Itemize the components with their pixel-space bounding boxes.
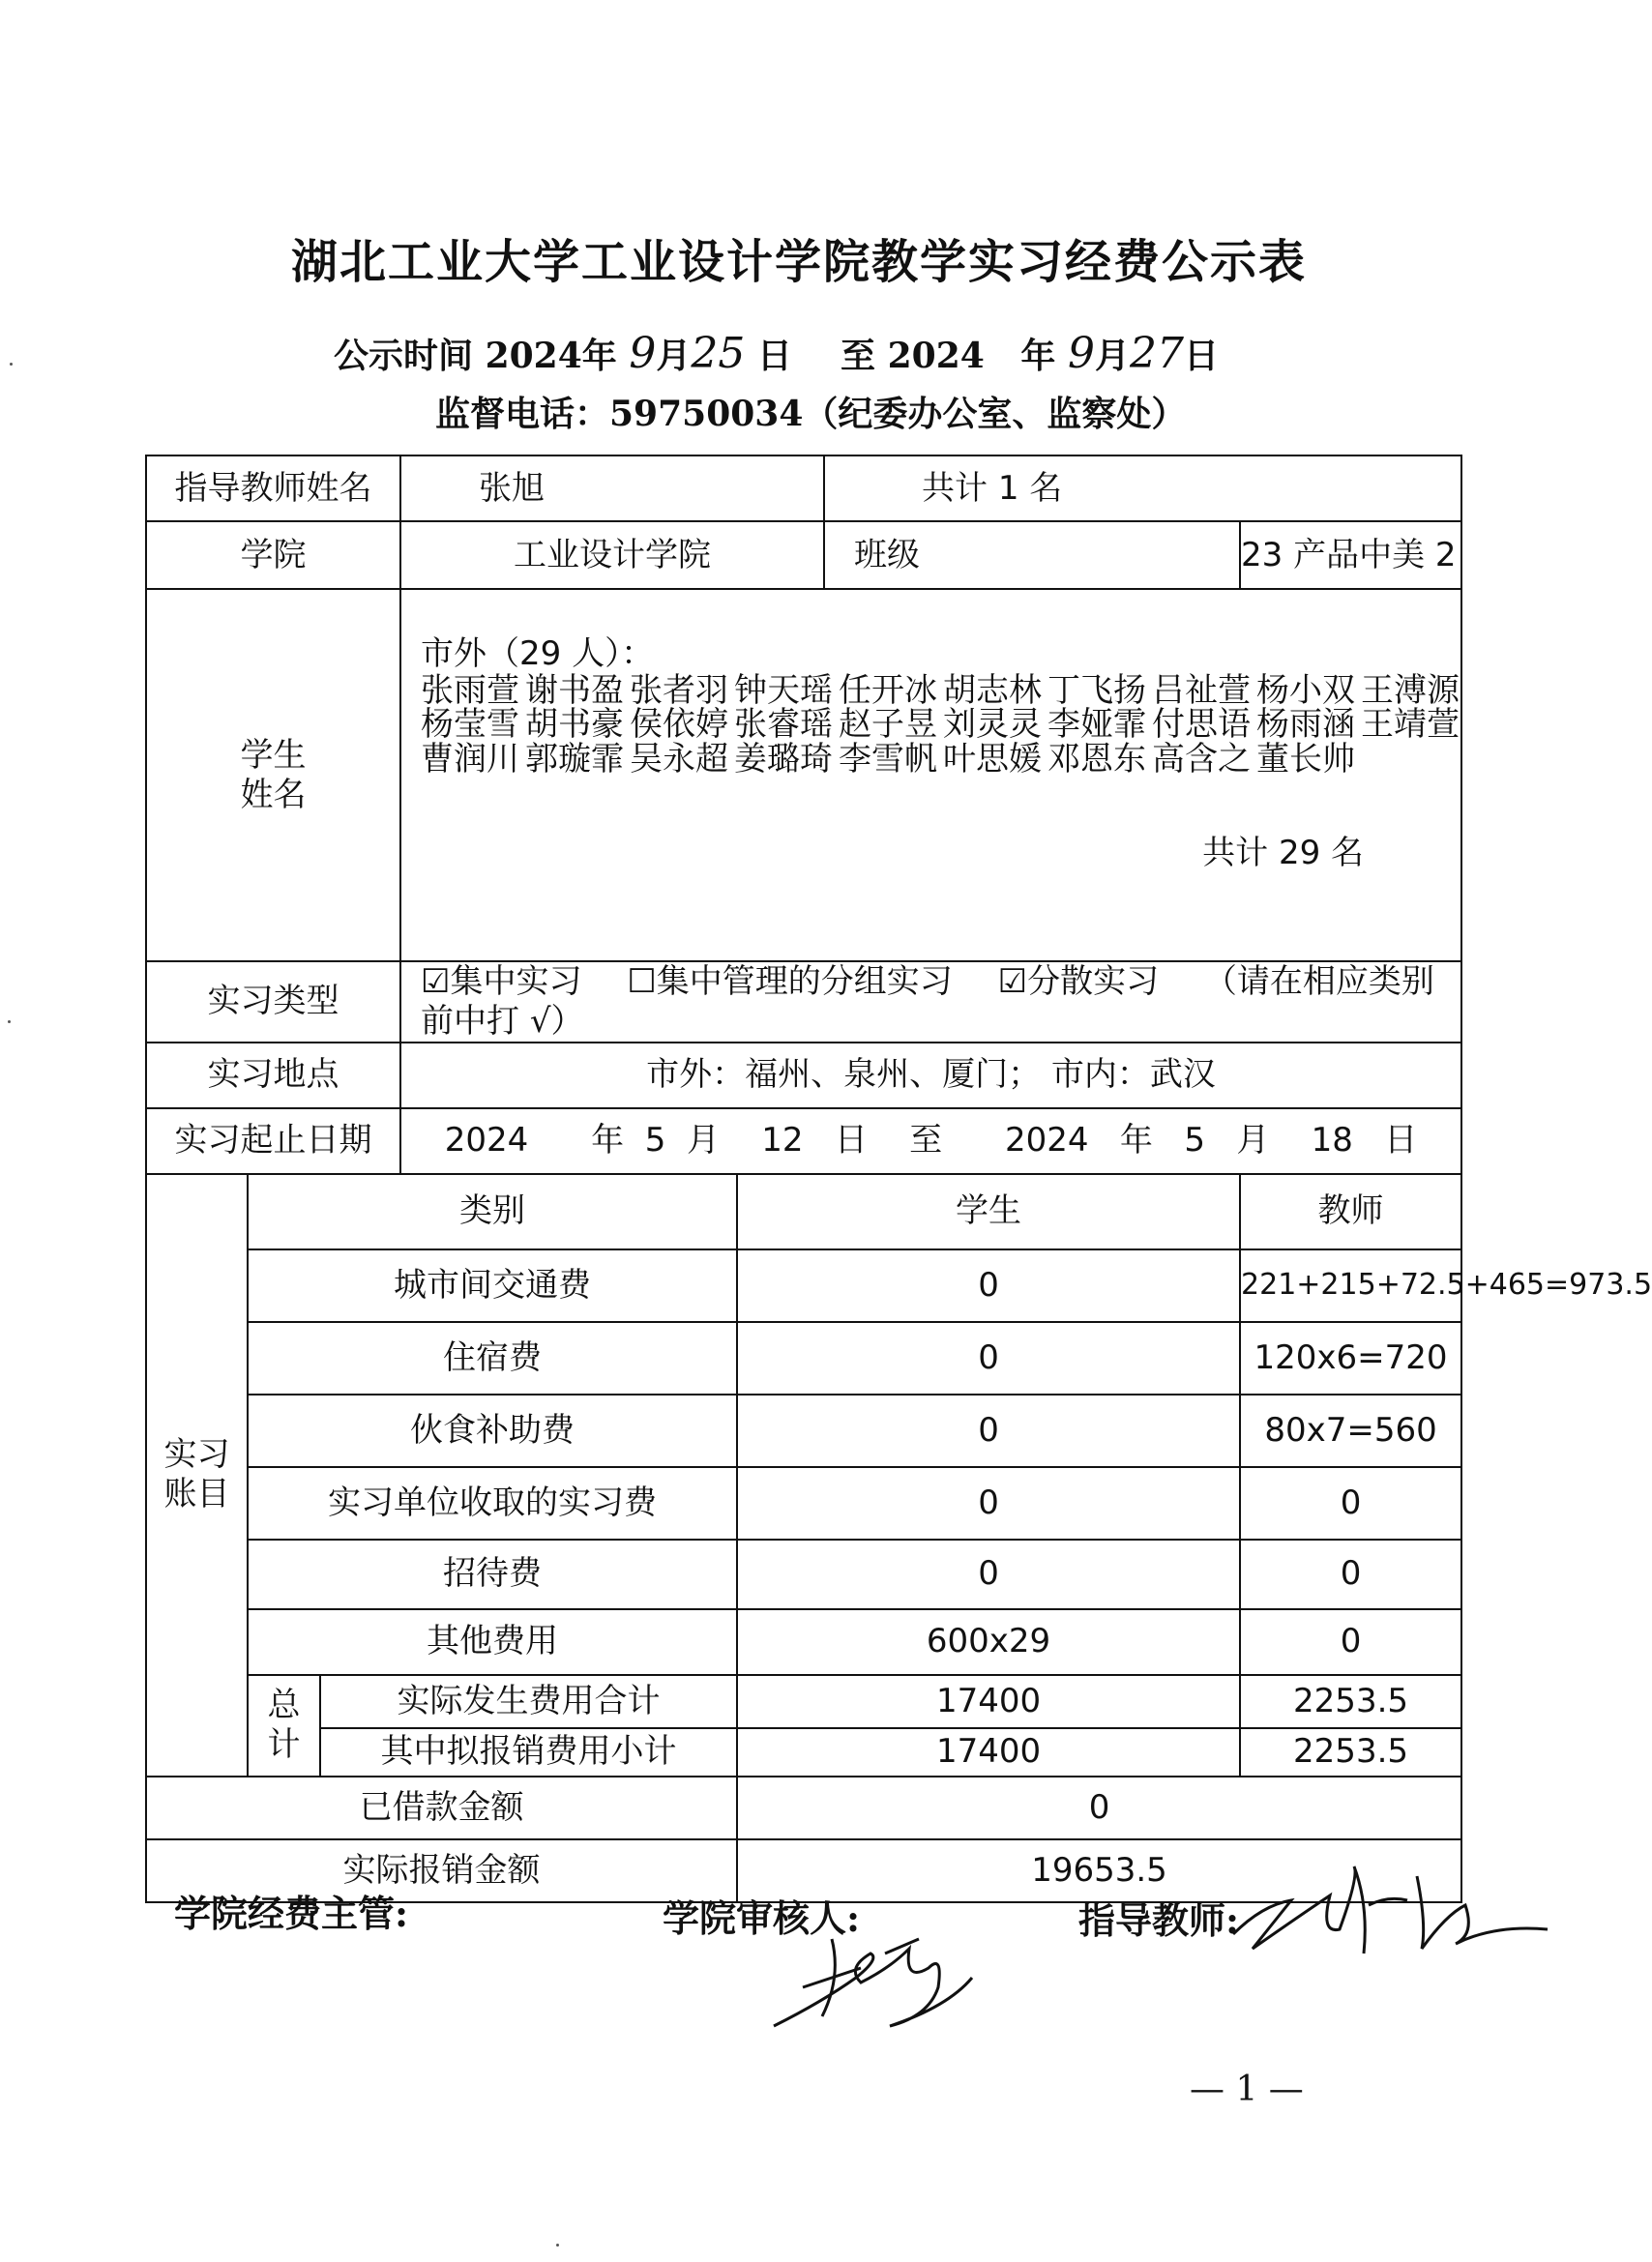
reviewer-label: 学院审核人: [663,1896,861,1940]
type-row [146,961,1461,1043]
type-options [400,961,1461,1043]
actual-label: 实际发生费用合计 [320,1675,737,1728]
student-name: 杨莹雪 [421,705,520,745]
supervisor-label: 指导教师: [1078,1898,1240,1942]
end-day: 27 [1130,329,1184,378]
student-name: 吴永超 [630,740,729,779]
college-label: 学院 [146,521,400,589]
college-value: 工业设计学院 [400,521,824,589]
reimb-total-row [146,1728,1461,1777]
type-note: （请在相应类别前中打 √） [421,962,1434,1041]
dates-label: 实习起止日期 [146,1108,400,1174]
notice-line [334,329,1219,378]
student-name: 胡志林 [943,670,1043,710]
row-student: 0 [737,1395,1240,1467]
college-row [146,521,1461,589]
accounts-side-label-1: 实习 [163,1435,230,1475]
finance-head-label: 学院经费主管: [174,1892,409,1935]
student-name: 叶思媛 [943,740,1043,779]
row-student: 0 [737,1322,1240,1395]
end-month: 9 [1067,329,1095,378]
dates-row [146,1108,1461,1174]
class-value: 23 产品中美 2 [1240,521,1461,589]
reimb-label: 其中拟报销费用小计 [320,1728,737,1777]
row-teacher: 0 [1240,1467,1461,1540]
row-teacher: 221+215+72.5+465=973.5 [1240,1249,1461,1322]
row-teacher: 120x6=720 [1240,1322,1461,1395]
expense-form-table [145,455,1652,1903]
supervisor-signature [1224,1847,1552,1963]
borrowed-value: 0 [737,1777,1461,1839]
day-char: 日 [756,336,792,376]
student-name: 董长帅 [1256,740,1356,779]
student-name: 张雨萱 [421,670,520,710]
student-name: 刘灵灵 [943,705,1043,745]
row-teacher: 0 [1240,1540,1461,1609]
row-category: 住宿费 [248,1322,737,1395]
place-row [146,1043,1461,1108]
row-category: 实习单位收取的实习费 [248,1467,737,1540]
row-student: 0 [737,1467,1240,1540]
student-name: 吕祉萱 [1152,670,1252,710]
teacher-total: 共计 1 名 [824,455,1461,521]
student-name: 王靖萱 [1361,705,1460,745]
students-cell [400,589,1461,961]
start-day: 25 [691,329,746,378]
student-name: 丁飞扬 [1047,670,1147,710]
accounts-side-label [146,1174,248,1777]
student-name: 赵子昱 [839,705,938,745]
row-category: 其他费用 [248,1609,737,1675]
table-row [146,1540,1461,1609]
teacher-label: 指导教师姓名 [146,455,400,521]
type-option-dispersed[interactable]: ☑分散实习 [997,962,1160,1001]
page-number: — 1 — [1190,2070,1304,2109]
table-row [146,1249,1461,1322]
students-row [146,589,1461,961]
actual-teacher: 2253.5 [1240,1675,1461,1728]
start-year: 2024 [485,336,582,376]
row-student: 0 [737,1540,1240,1609]
student-name: 邓恩东 [1047,740,1147,779]
students-label-1: 学生 [240,735,307,775]
type-option-centralized[interactable]: ☑集中实习 [421,962,582,1001]
notice-label: 公示时间 [334,336,474,376]
row-category: 伙食补助费 [248,1395,737,1467]
class-label: 班级 [824,521,1240,589]
reviewer-signature [764,1910,987,2045]
student-name: 杨小双 [1256,670,1356,710]
students-total: 共计 29 名 [1202,833,1365,872]
table-row [146,1395,1461,1467]
student-name: 张睿瑶 [734,705,834,745]
student-name: 王溥源 [1361,670,1460,710]
reimb-student: 17400 [737,1728,1240,1777]
actual-total-row [146,1675,1461,1728]
total-side-label-2: 计 [267,1725,301,1765]
teacher-name: 张旭 [400,455,824,521]
student-name: 杨雨涵 [1256,705,1356,745]
row-teacher: 80x7=560 [1240,1395,1461,1467]
month-char-2: 月 [1094,336,1130,376]
student-name: 郭璇霏 [525,740,625,779]
form-title: 湖北工业大学工业设计学院教学实习经费公示表 [290,235,1307,289]
student-name: 谢书盈 [525,670,625,710]
scan-speck [8,1020,11,1023]
day-char-2: 日 [1184,336,1220,376]
end-year: 2024 [887,336,985,376]
dates-value: 2024 年 5 月 12 日 至 2024 年 5 月 18 日 [400,1108,1461,1174]
type-label: 实习类型 [146,961,400,1043]
year-char-2: 年 [1020,336,1056,376]
year-char: 年 [581,336,617,376]
table-row [146,1467,1461,1540]
to-text: 至 [841,336,876,376]
student-name: 张者羽 [630,670,729,710]
header-teacher: 教师 [1240,1174,1461,1249]
final-value: 19653.5 [737,1839,1461,1902]
header-category: 类别 [248,1174,737,1249]
table-row [146,1322,1461,1395]
row-student: 0 [737,1249,1240,1322]
place-label: 实习地点 [146,1043,400,1108]
scan-speck [556,2244,559,2247]
accounts-side-label-2: 账目 [163,1475,230,1514]
teacher-row [146,455,1461,521]
hotline: 监督电话：59750034（纪委办公室、监察处） [435,394,1187,434]
final-label: 实际报销金额 [146,1839,737,1902]
borrowed-row [146,1777,1461,1839]
month-char: 月 [656,336,692,376]
header-student: 学生 [737,1174,1240,1249]
student-name: 付思语 [1152,705,1252,745]
start-month: 9 [629,329,657,378]
students-label [146,589,400,961]
type-option-group[interactable]: ☐集中管理的分组实习 [627,962,953,1001]
student-name: 胡书豪 [525,705,625,745]
row-category: 招待费 [248,1540,737,1609]
actual-student: 17400 [737,1675,1240,1728]
place-value: 市外：福州、泉州、厦门； 市内：武汉 [400,1043,1461,1108]
row-student: 600x29 [737,1609,1240,1675]
student-name: 任开冰 [839,670,938,710]
table-row [146,1609,1461,1675]
scan-speck [10,363,13,366]
students-label-2: 姓名 [240,775,307,814]
student-name: 李雪帆 [839,740,938,779]
students-group: 市外（29 人）： [421,634,655,673]
accounts-header-row [146,1174,1461,1249]
student-name: 李娅霏 [1047,705,1147,745]
student-name: 侯依婷 [630,705,729,745]
reimb-teacher: 2253.5 [1240,1728,1461,1777]
students-list [421,670,1460,779]
borrowed-label: 已借款金额 [146,1777,737,1839]
total-side-label-1: 总 [267,1686,301,1725]
row-teacher: 0 [1240,1609,1461,1675]
row-category: 城市间交通费 [248,1249,737,1322]
student-name: 高含之 [1152,740,1252,779]
student-name: 姜璐琦 [734,740,834,779]
student-name: 曹润川 [421,740,520,779]
student-name: 钟天瑶 [734,670,834,710]
total-side-label [248,1675,320,1777]
